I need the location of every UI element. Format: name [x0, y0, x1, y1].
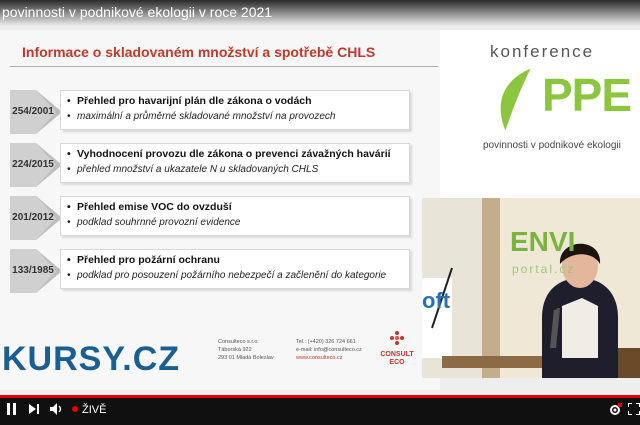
volume-icon[interactable]: [50, 403, 64, 415]
live-dot-icon: [72, 406, 78, 412]
pause-icon[interactable]: [6, 403, 18, 415]
presentation-slide: [0, 30, 440, 390]
conference-subtitle: povinnosti v podnikové ekologii: [483, 140, 621, 151]
soft-banner: oft: [422, 288, 451, 313]
video-title-bar: [0, 0, 640, 26]
slide-row: [10, 249, 420, 293]
row-detail: podklad pro posouzení požárního nebezpečí a začlenění do kategorie: [77, 270, 387, 281]
fullscreen-icon[interactable]: [628, 403, 640, 415]
envi-banner: ENVI: [510, 226, 576, 257]
row-detail: přehled množství a ukazatele N u skladovaných CHLS: [77, 164, 319, 175]
row-card: [60, 249, 410, 289]
law-code: 133/1985: [12, 265, 54, 276]
row-detail: podklad souhrnné provozní evidence: [77, 217, 241, 228]
progress-bar[interactable]: [0, 395, 640, 398]
slide-divider: [10, 66, 438, 67]
live-label: ŽIVĚ: [82, 404, 107, 416]
law-code: 254/2001: [12, 106, 54, 117]
portal-banner: portal.cz: [512, 262, 576, 276]
conference-logo: [440, 30, 640, 198]
bullet: •: [67, 164, 71, 175]
company-contact: [296, 338, 362, 362]
company-street: Táborská 922: [218, 347, 252, 353]
row-heading: Přehled pro požární ochranu: [77, 254, 220, 266]
bullet: •: [67, 254, 71, 266]
next-icon[interactable]: [28, 403, 40, 415]
row-heading: Vyhodnocení provozu dle zákona o prevenci závažných havárií: [77, 148, 391, 160]
bullet: •: [67, 201, 71, 213]
ppe-text: PPE: [542, 69, 632, 121]
company-email: e-mail: info@consulteco.cz: [296, 347, 362, 353]
speaker-camera: [422, 198, 640, 378]
bullet: •: [67, 270, 71, 281]
kursy-brand: KURSY.CZ: [2, 340, 181, 378]
company-name: Consulteco s.r.o.: [218, 339, 259, 345]
row-card: [60, 196, 410, 236]
law-code: 201/2012: [12, 212, 54, 223]
leaf-icon: [492, 64, 542, 136]
row-card: [60, 143, 410, 183]
company-city: 293 01 Mladá Boleslav: [218, 355, 274, 361]
consult-logo-text: CONSULT: [380, 351, 414, 358]
bullet: •: [67, 217, 71, 228]
slide-row: [10, 143, 420, 187]
konference-text: konference: [490, 42, 595, 61]
company-address: [218, 338, 274, 362]
eco-logo-text: ECO: [389, 359, 405, 366]
player-controls: [0, 395, 640, 425]
slide-row: [10, 196, 420, 240]
bullet: •: [67, 148, 71, 160]
slide-row: [10, 90, 420, 134]
company-web: www.consulteco.cz: [296, 355, 343, 361]
consulteco-logo: [377, 330, 417, 386]
row-detail: maximální a průměrné skladované množství na provozech: [77, 111, 336, 122]
row-card: [60, 90, 410, 130]
row-heading: Přehled pro havarijní plán dle zákona o vodách: [77, 95, 312, 107]
company-phone: Tel.: (+420) 326 724 661: [296, 339, 356, 345]
slide-title: Informace o skladovaném množství a spotřebě CHLS: [22, 44, 376, 60]
speaker-video: [422, 198, 640, 378]
row-heading: Přehled emise VOC do ovzduší: [77, 201, 232, 213]
video-title[interactable]: povinnosti v podnikové ekologii v roce 2021: [2, 4, 273, 20]
flower-icon: [389, 330, 405, 346]
bullet: •: [67, 95, 71, 107]
live-indicator[interactable]: [72, 404, 106, 416]
law-code: 224/2015: [12, 159, 54, 170]
bullet: •: [67, 111, 71, 122]
settings-icon[interactable]: [608, 403, 622, 417]
